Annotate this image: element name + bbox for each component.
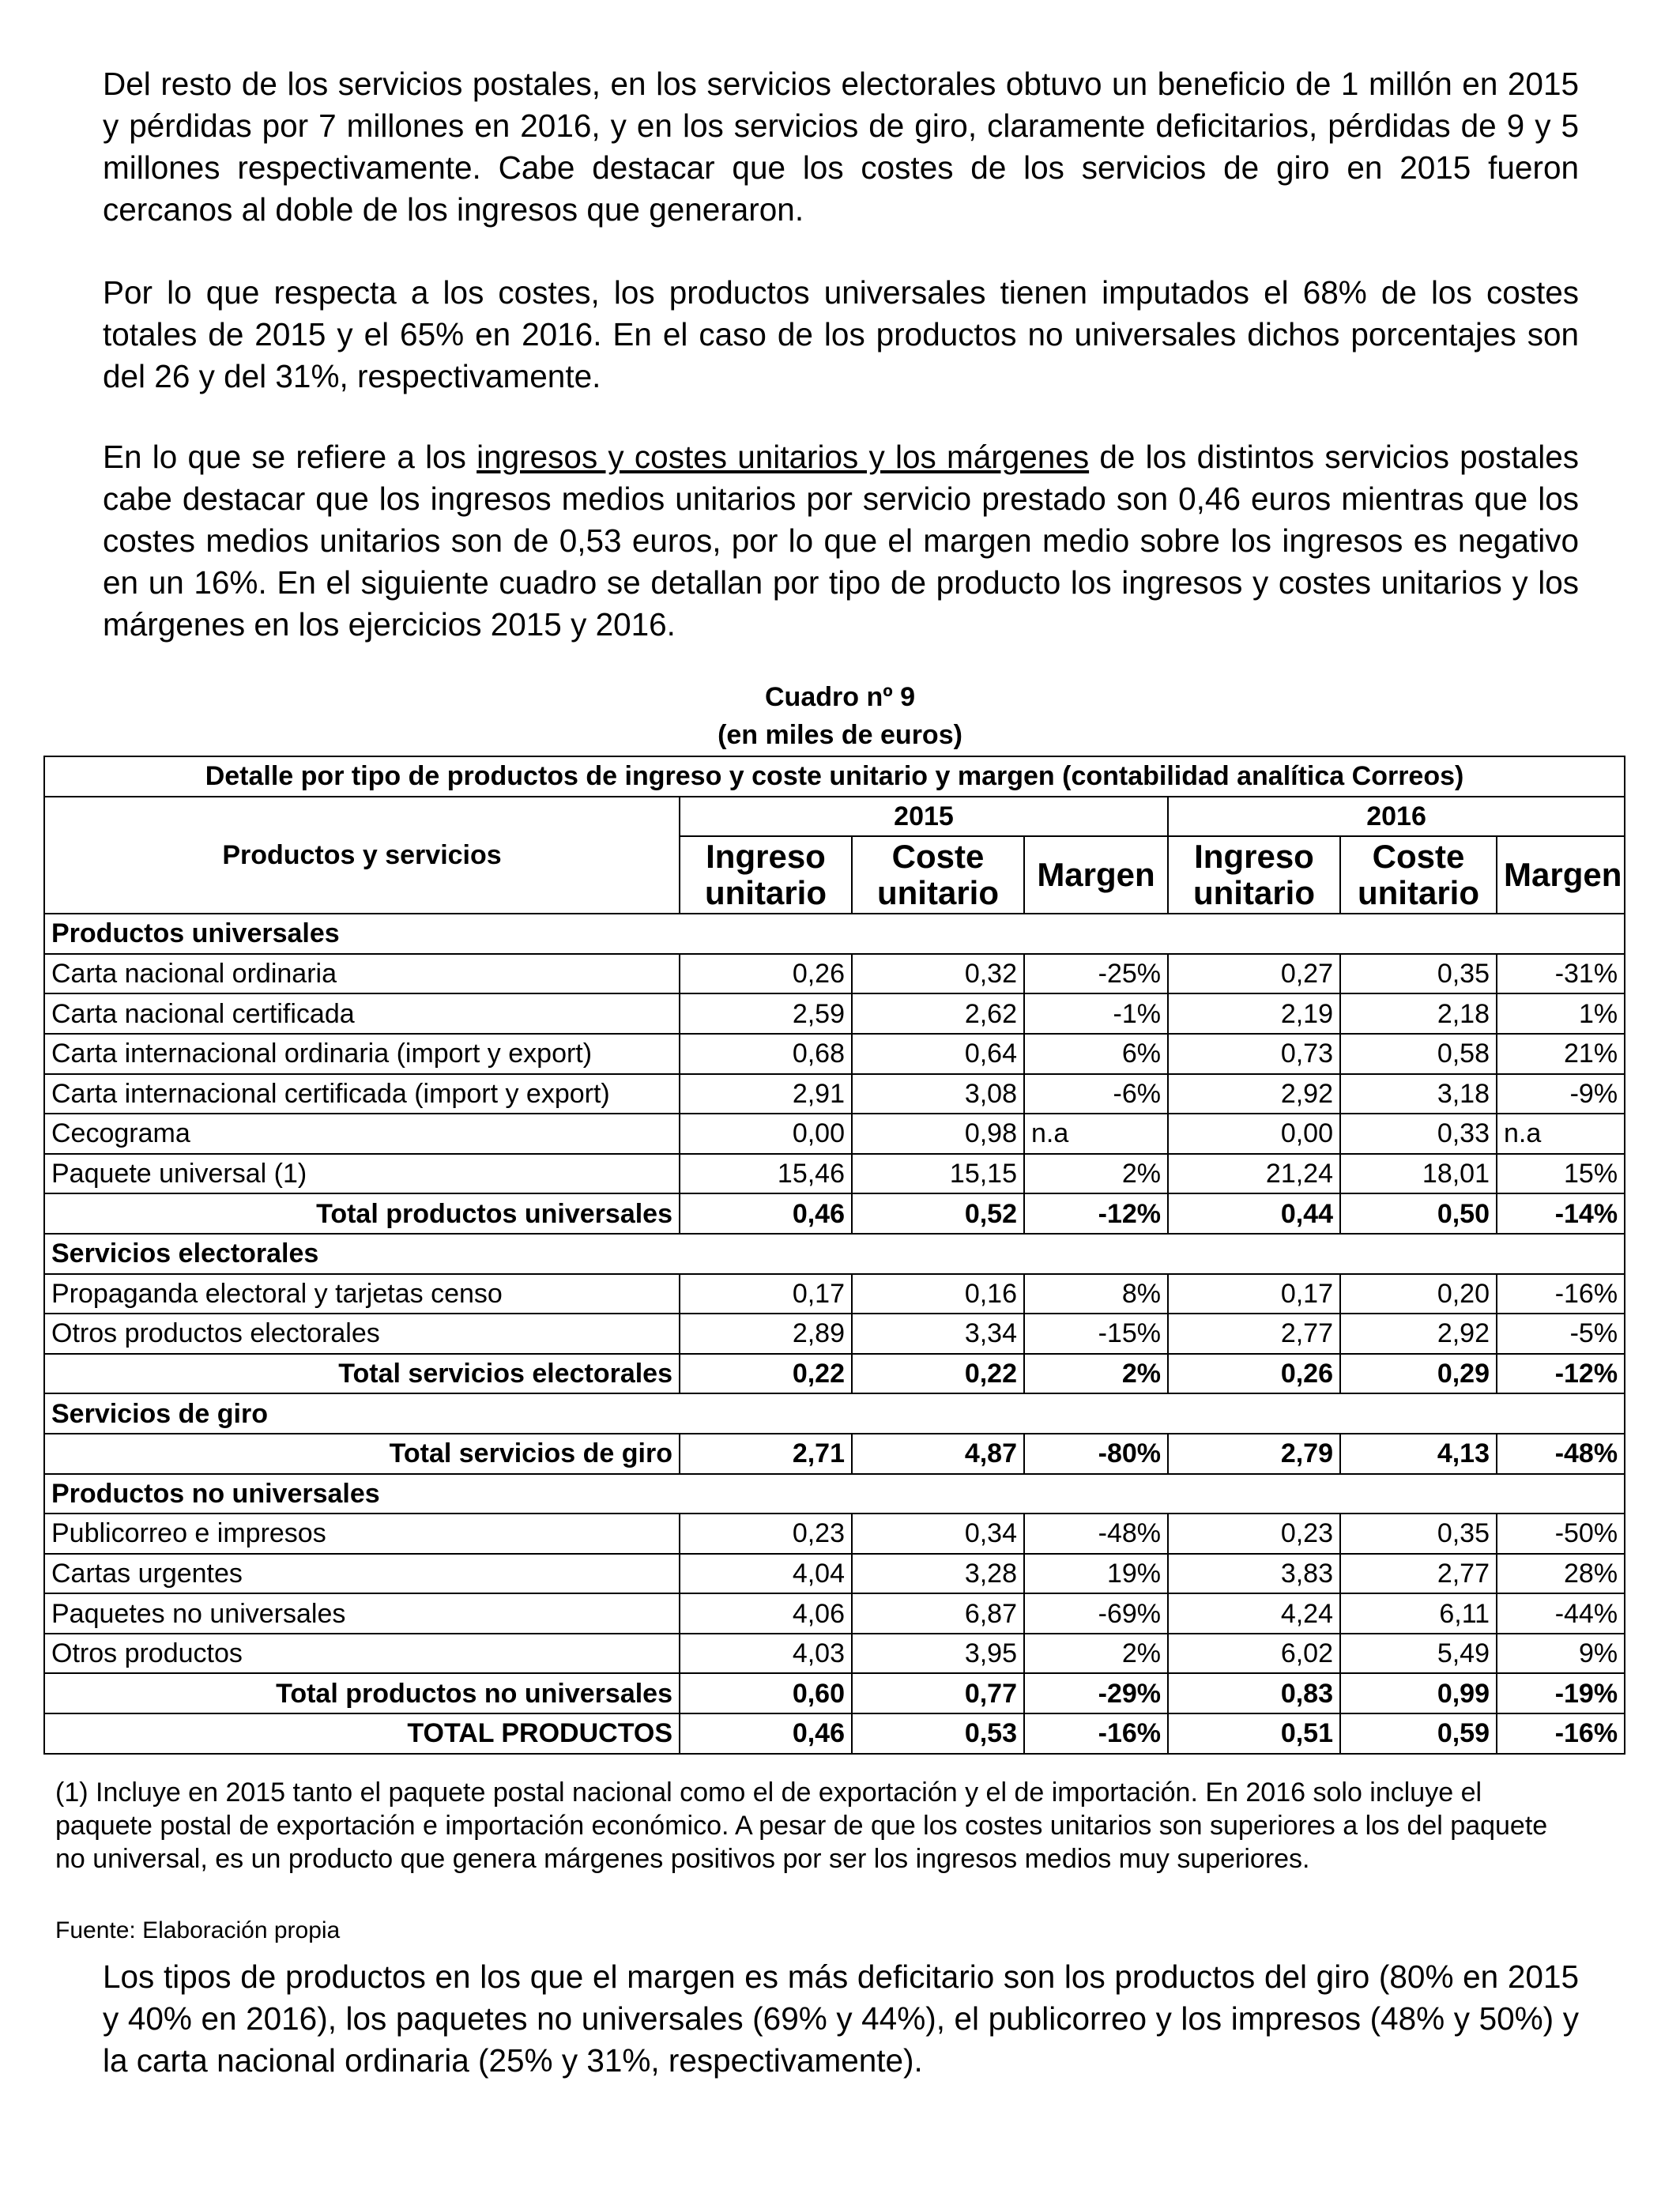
value-cell: 1%: [1497, 993, 1625, 1034]
col-productos-servicios: Productos y servicios: [44, 797, 680, 914]
table-row: [44, 1314, 1625, 1354]
value-cell: 2,71: [680, 1434, 852, 1474]
grand-total-row: [44, 1713, 1625, 1754]
table-row: [44, 993, 1625, 1034]
value-cell: 0,64: [852, 1034, 1024, 1074]
value-cell: 0,26: [1168, 1354, 1340, 1394]
p3-underlined: ingresos y costes unitarios y los márgenes: [477, 439, 1090, 475]
row-label: Paquete universal (1): [44, 1154, 680, 1194]
value-cell: 0,83: [1168, 1673, 1340, 1713]
value-cell: 15,46: [680, 1154, 852, 1194]
row-label: Carta internacional certificada (import y export): [44, 1074, 680, 1114]
row-label: Carta nacional ordinaria: [44, 954, 680, 994]
total-label: Total servicios de giro: [44, 1434, 680, 1474]
value-cell: 0,35: [1340, 1514, 1497, 1554]
value-cell: 0,32: [852, 954, 1024, 994]
value-cell: 6,02: [1168, 1634, 1340, 1674]
value-cell: 3,83: [1168, 1554, 1340, 1594]
value-cell: -48%: [1024, 1514, 1168, 1554]
value-cell: 2,18: [1340, 993, 1497, 1034]
value-cell: -48%: [1497, 1434, 1625, 1474]
margen-2015: Margen: [1024, 836, 1168, 914]
row-label: Carta nacional certificada: [44, 993, 680, 1034]
grand-total-label: TOTAL PRODUCTOS: [44, 1713, 680, 1754]
p3-after: de los distintos servicios postales cabe destacar que los ingresos medios unitarios por servicio prestado son 0,46 euros mientras que los costes medios unitarios son de 0,53 euros, por lo que el margen medio sobre los ingresos es negativo en un 16%. En el siguiente cuadro se detallan por tipo de producto los ingresos y costes unitarios y los márgenes en los ejercicios 2015 y 2016.: [103, 439, 1580, 643]
ingreso-unitario-2015: Ingreso unitario: [680, 836, 852, 914]
total-label: Total servicios electorales: [44, 1354, 680, 1394]
value-cell: -12%: [1497, 1354, 1625, 1394]
value-cell: 6,87: [852, 1593, 1024, 1634]
value-cell: 2,62: [852, 993, 1024, 1034]
value-cell: 2,92: [1340, 1314, 1497, 1354]
value-cell: 4,87: [852, 1434, 1024, 1474]
table-row: [44, 1274, 1625, 1314]
table-row: [44, 954, 1625, 994]
table-units: (en miles de euros): [718, 720, 962, 750]
row-label: Paquetes no universales: [44, 1593, 680, 1634]
ingreso-unitario-2016: Ingreso unitario: [1168, 836, 1340, 914]
value-cell: 0,46: [680, 1713, 852, 1754]
value-cell: 8%: [1024, 1274, 1168, 1314]
row-label: Otros productos: [44, 1634, 680, 1674]
table-footnote: (1) Incluye en 2015 tanto el paquete postal nacional como el de exportación y el de importación. En 2016 solo incluye el paquete postal de exportación e importación económico. A pesar de que los costes unitarios son superiores a los del paquete no universal, es un producto que genera márgenes positivos por ser los ingresos medios muy superiores.: [55, 1777, 1548, 1874]
value-cell: 2,59: [680, 993, 852, 1034]
value-cell: 2,79: [1168, 1434, 1340, 1474]
value-cell: 6%: [1024, 1034, 1168, 1074]
table-row: [44, 1154, 1625, 1194]
value-cell: 2%: [1024, 1354, 1168, 1394]
value-cell: -16%: [1024, 1713, 1168, 1754]
value-cell: 0,68: [680, 1034, 852, 1074]
table-row: [44, 1634, 1625, 1674]
table-year-row: [44, 797, 1625, 837]
section-row: [44, 1393, 1625, 1434]
value-cell: 4,06: [680, 1593, 852, 1634]
value-cell: 0,22: [680, 1354, 852, 1394]
value-cell: 15%: [1497, 1154, 1625, 1194]
value-cell: 3,08: [852, 1074, 1024, 1114]
value-cell: 9%: [1497, 1634, 1625, 1674]
value-cell: 0,99: [1340, 1673, 1497, 1713]
value-cell: 0,16: [852, 1274, 1024, 1314]
value-cell: -6%: [1024, 1074, 1168, 1114]
row-label: Publicorreo e impresos: [44, 1514, 680, 1554]
paragraph-costes: Por lo que respecta a los costes, los productos universales tienen imputados el 68% de los costes totales de 2015 y el 65% en 2016. En el caso de los productos no universales dichos porcentajes son del 26 y del 31%, respectivamente.: [103, 274, 1579, 394]
value-cell: 4,13: [1340, 1434, 1497, 1474]
row-label: Propaganda electoral y tarjetas censo: [44, 1274, 680, 1314]
value-cell: 4,04: [680, 1554, 852, 1594]
value-cell: 0,59: [1340, 1713, 1497, 1754]
value-cell: 0,73: [1168, 1034, 1340, 1074]
value-cell: -14%: [1497, 1193, 1625, 1234]
year-2016-header: 2016: [1168, 797, 1625, 837]
table-body: [44, 756, 1625, 1754]
value-cell: 19%: [1024, 1554, 1168, 1594]
value-cell: 0,50: [1340, 1193, 1497, 1234]
row-label: Otros productos electorales: [44, 1314, 680, 1354]
margen-2016: Margen: [1497, 836, 1625, 914]
value-cell: -19%: [1497, 1673, 1625, 1713]
value-cell: 3,34: [852, 1314, 1024, 1354]
value-cell: 0,00: [1168, 1114, 1340, 1154]
value-cell: -16%: [1497, 1274, 1625, 1314]
value-cell: 4,24: [1168, 1593, 1340, 1634]
value-cell: 2,91: [680, 1074, 852, 1114]
value-cell: 0,51: [1168, 1713, 1340, 1754]
value-cell: 0,17: [1168, 1274, 1340, 1314]
value-cell: 0,44: [1168, 1193, 1340, 1234]
value-cell: 0,46: [680, 1193, 852, 1234]
table-row: [44, 1114, 1625, 1154]
value-cell: 0,60: [680, 1673, 852, 1713]
value-cell: 0,77: [852, 1673, 1024, 1713]
value-cell: 2,77: [1340, 1554, 1497, 1594]
value-cell: n.a: [1024, 1114, 1168, 1154]
table-row: [44, 1554, 1625, 1594]
section-total-row: [44, 1673, 1625, 1713]
coste-unitario-2016: Coste unitario: [1340, 836, 1497, 914]
table-row: [44, 1034, 1625, 1074]
section-label: Servicios electorales: [44, 1234, 1625, 1274]
value-cell: 5,49: [1340, 1634, 1497, 1674]
table-caption: Cuadro nº 9: [765, 682, 915, 712]
section-row: [44, 914, 1625, 954]
value-cell: 0,17: [680, 1274, 852, 1314]
value-cell: 0,58: [1340, 1034, 1497, 1074]
value-cell: 21%: [1497, 1034, 1625, 1074]
value-cell: 0,98: [852, 1114, 1024, 1154]
value-cell: -80%: [1024, 1434, 1168, 1474]
paragraph-servicios-postales: Del resto de los servicios postales, en los servicios electorales obtuvo un beneficio de 1 millón en 2015 y pérdidas por 7 millones en 2016, y en los servicios de giro, claramente deficitarios, pérdidas de 9 y 5 millones respectivamente. Cabe destacar que los costes de los servicios de giro en 2015 fueron cercanos al doble de los ingresos que generaron.: [103, 66, 1579, 228]
value-cell: 3,18: [1340, 1074, 1497, 1114]
value-cell: -15%: [1024, 1314, 1168, 1354]
value-cell: -12%: [1024, 1193, 1168, 1234]
value-cell: 0,20: [1340, 1274, 1497, 1314]
value-cell: 2,92: [1168, 1074, 1340, 1114]
value-cell: -1%: [1024, 993, 1168, 1034]
value-cell: 0,35: [1340, 954, 1497, 994]
table-title-row: [44, 756, 1625, 797]
value-cell: -50%: [1497, 1514, 1625, 1554]
value-cell: -29%: [1024, 1673, 1168, 1713]
paragraph-margenes-deficitarios: Los tipos de productos en los que el margen es más deficitario son los productos del giro (80% en 2015 y 40% en 2016), los paquetes no universales (69% y 44%), el publicorreo y los impresos (48% y 50%) y la carta nacional ordinaria (25% y 31%, respectivamente).: [103, 1958, 1579, 2079]
section-row: [44, 1234, 1625, 1274]
section-row: [44, 1474, 1625, 1514]
value-cell: -9%: [1497, 1074, 1625, 1114]
value-cell: 4,03: [680, 1634, 852, 1674]
value-cell: 0,29: [1340, 1354, 1497, 1394]
value-cell: 0,27: [1168, 954, 1340, 994]
value-cell: 6,11: [1340, 1593, 1497, 1634]
year-2015-header: 2015: [680, 797, 1168, 837]
value-cell: 2%: [1024, 1634, 1168, 1674]
total-label: Total productos no universales: [44, 1673, 680, 1713]
value-cell: 0,23: [1168, 1514, 1340, 1554]
section-label: Productos no universales: [44, 1474, 1625, 1514]
row-label: Carta internacional ordinaria (import y export): [44, 1034, 680, 1074]
table-row: [44, 1514, 1625, 1554]
paragraph-ingresos-unitarios: [103, 436, 1579, 646]
value-cell: 0,22: [852, 1354, 1024, 1394]
value-cell: 2%: [1024, 1154, 1168, 1194]
coste-unitario-2015: Coste unitario: [852, 836, 1024, 914]
value-cell: -44%: [1497, 1593, 1625, 1634]
cuadro-9-table: [43, 756, 1625, 1755]
value-cell: 2,77: [1168, 1314, 1340, 1354]
section-label: Productos universales: [44, 914, 1625, 954]
row-label: Cartas urgentes: [44, 1554, 680, 1594]
value-cell: 18,01: [1340, 1154, 1497, 1194]
value-cell: 0,34: [852, 1514, 1024, 1554]
value-cell: -69%: [1024, 1593, 1168, 1634]
table-source: Fuente: Elaboración propia: [55, 1917, 341, 1943]
value-cell: 21,24: [1168, 1154, 1340, 1194]
value-cell: -25%: [1024, 954, 1168, 994]
value-cell: 3,28: [852, 1554, 1024, 1594]
table-row: [44, 1593, 1625, 1634]
section-total-row: [44, 1434, 1625, 1474]
value-cell: 3,95: [852, 1634, 1024, 1674]
section-total-row: [44, 1193, 1625, 1234]
table-title: Detalle por tipo de productos de ingreso y coste unitario y margen (contabilidad analítica Correos): [44, 756, 1625, 797]
value-cell: 0,26: [680, 954, 852, 994]
section-total-row: [44, 1354, 1625, 1394]
table-row: [44, 1074, 1625, 1114]
value-cell: 2,89: [680, 1314, 852, 1354]
section-label: Servicios de giro: [44, 1393, 1625, 1434]
value-cell: 2,19: [1168, 993, 1340, 1034]
value-cell: n.a: [1497, 1114, 1625, 1154]
value-cell: 0,00: [680, 1114, 852, 1154]
total-label: Total productos universales: [44, 1193, 680, 1234]
value-cell: 0,52: [852, 1193, 1024, 1234]
value-cell: 0,33: [1340, 1114, 1497, 1154]
value-cell: 0,23: [680, 1514, 852, 1554]
row-label: Cecograma: [44, 1114, 680, 1154]
value-cell: 15,15: [852, 1154, 1024, 1194]
value-cell: 0,53: [852, 1713, 1024, 1754]
value-cell: -16%: [1497, 1713, 1625, 1754]
value-cell: 28%: [1497, 1554, 1625, 1594]
value-cell: -31%: [1497, 954, 1625, 994]
value-cell: -5%: [1497, 1314, 1625, 1354]
p3-before: En lo que se refiere a los: [103, 439, 477, 475]
